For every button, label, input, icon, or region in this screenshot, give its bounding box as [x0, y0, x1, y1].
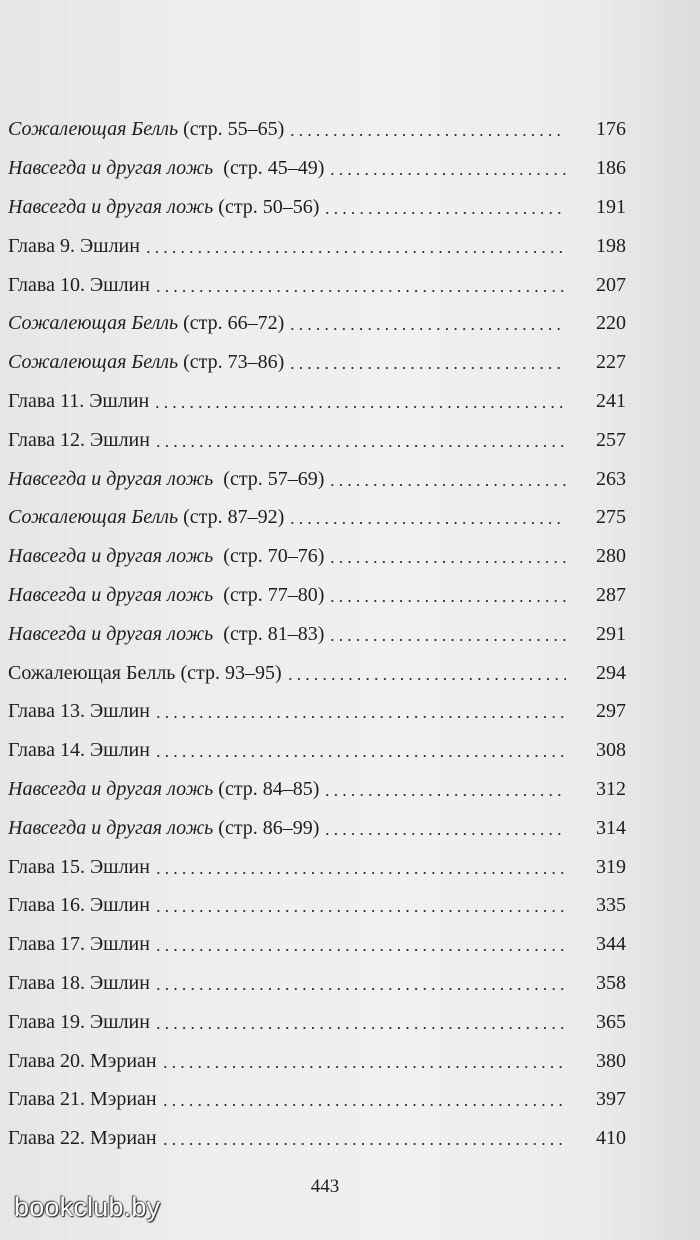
toc-entry-label	[8, 699, 150, 723]
toc-entry	[8, 1119, 626, 1158]
dot-leader	[154, 273, 566, 297]
dot-leader	[288, 117, 566, 141]
toc-entry-label	[8, 661, 282, 685]
toc-entry-page-range: (стр. 77–80)	[213, 583, 325, 606]
toc-entry-label	[8, 389, 149, 413]
toc-entry	[8, 1041, 626, 1080]
toc-entry-page-number: 186	[596, 157, 626, 180]
dot-leader	[286, 661, 566, 685]
toc-entry-title: Сожалеющая Белль	[8, 506, 179, 529]
toc-entry	[8, 808, 626, 847]
toc-entry-label	[8, 350, 284, 374]
toc-entry	[8, 420, 626, 459]
toc-entry	[8, 886, 626, 925]
toc-entry-title: Глава 22. Мэриан	[8, 1127, 157, 1150]
toc-entry-page-number: 176	[596, 118, 626, 141]
toc-entry-page-number: 312	[596, 777, 626, 800]
dot-leader	[154, 1010, 566, 1034]
toc-entry-page-number: 410	[596, 1127, 626, 1150]
dot-leader	[161, 1087, 566, 1111]
toc-entry-label	[8, 273, 150, 297]
toc-entry-page-range: (стр. 50–56)	[213, 195, 320, 218]
toc-entry-label	[8, 311, 284, 335]
toc-entry-title: Глава 19. Эшлин	[8, 1010, 150, 1033]
toc-entry-page-range: (стр. 81–83)	[213, 622, 325, 645]
toc-entry-title: Глава 10. Эшлин	[8, 273, 150, 296]
dot-leader	[154, 855, 566, 879]
dot-leader	[323, 195, 566, 219]
toc-entry-label	[8, 1049, 157, 1073]
toc-entry	[8, 188, 626, 227]
toc-entry-page-number: 308	[596, 739, 626, 762]
toc-entry-page-number: 198	[596, 234, 626, 257]
toc-entry-page-number: 287	[596, 583, 626, 606]
toc-entry-label	[8, 893, 150, 917]
toc-entry-title: Глава 16. Эшлин	[8, 894, 150, 917]
toc-entry-title: Сожалеющая Белль	[8, 351, 179, 374]
toc-entry-page-number: 241	[596, 389, 626, 412]
toc-entry-page-number: 314	[596, 816, 626, 839]
toc-entry-label	[8, 1010, 150, 1034]
toc-entry-label	[8, 777, 319, 801]
toc-entry-page-number: 227	[596, 351, 626, 374]
toc-entry-page-number: 365	[596, 1010, 626, 1033]
toc-entry	[8, 614, 626, 653]
toc-entry-title: Глава 20. Мэриан	[8, 1049, 157, 1072]
toc-entry-page-number: 220	[596, 312, 626, 335]
toc-entry-label	[8, 234, 140, 258]
toc-entry-title: Глава 15. Эшлин	[8, 855, 150, 878]
toc-entry-page-number: 380	[596, 1049, 626, 1072]
toc-entry-label	[8, 467, 324, 491]
toc-entry-page-range: (стр. 55–65)	[178, 118, 285, 141]
toc-entry-label	[8, 1087, 157, 1111]
toc-entry-title: Глава 21. Мэриан	[8, 1088, 157, 1111]
dot-leader	[328, 156, 566, 180]
toc-entry	[8, 498, 626, 537]
dot-leader	[144, 234, 566, 258]
toc-entry-label	[8, 195, 319, 219]
toc-entry-label	[8, 1126, 157, 1150]
toc-entry	[8, 731, 626, 770]
dot-leader	[154, 738, 566, 762]
toc-entry	[8, 1080, 626, 1119]
dot-leader	[323, 777, 566, 801]
toc-entry-title: Навсегда и другая ложь	[8, 157, 214, 180]
dot-leader	[323, 816, 566, 840]
toc-entry-page-number: 294	[596, 661, 626, 684]
toc-entry-page-range: (стр. 93–95)	[175, 661, 282, 684]
toc-entry-label	[8, 117, 284, 141]
toc-entry-page-number: 358	[596, 971, 626, 994]
dot-leader	[328, 467, 566, 491]
dot-leader	[288, 505, 566, 529]
toc-entry-page-range: (стр. 84–85)	[213, 777, 320, 800]
toc-entry-label	[8, 583, 324, 607]
toc-entry	[8, 149, 626, 188]
toc-entry-page-number: 344	[596, 933, 626, 956]
toc-entry	[8, 1002, 626, 1041]
toc-entry-title: Глава 9. Эшлин	[8, 234, 140, 257]
toc-entry-title: Глава 13. Эшлин	[8, 700, 150, 723]
toc-entry	[8, 226, 626, 265]
toc-entry-page-number: 319	[596, 855, 626, 878]
toc-entry-label	[8, 971, 150, 995]
toc-entry-page-range: (стр. 45–49)	[213, 157, 325, 180]
toc-entry-title: Навсегда и другая ложь	[8, 622, 214, 645]
toc-entry-page-number: 280	[596, 545, 626, 568]
toc-entry	[8, 343, 626, 382]
toc-entry	[8, 692, 626, 731]
dot-leader	[153, 389, 566, 413]
toc-entry-label	[8, 932, 150, 956]
toc-entry-label	[8, 622, 324, 646]
toc-entry-page-number: 275	[596, 506, 626, 529]
dot-leader	[288, 350, 566, 374]
dot-leader	[161, 1126, 566, 1150]
dot-leader	[154, 893, 566, 917]
toc-entry	[8, 265, 626, 304]
toc-entry-page-range: (стр. 73–86)	[178, 351, 285, 374]
dot-leader	[161, 1049, 566, 1073]
toc-entry-page-number: 191	[596, 195, 626, 218]
toc-entry-label	[8, 816, 319, 840]
toc-entry-title: Глава 18. Эшлин	[8, 971, 150, 994]
toc-entry-label	[8, 738, 150, 762]
toc-entry-title: Глава 14. Эшлин	[8, 739, 150, 762]
toc-entry	[8, 459, 626, 498]
toc-entry	[8, 382, 626, 421]
dot-leader	[288, 311, 566, 335]
toc-entry-title: Сожалеющая Белль	[8, 312, 179, 335]
toc-entry-title: Глава 11. Эшлин	[8, 389, 150, 412]
toc-entry-page-number: 291	[596, 622, 626, 645]
toc-entry-label	[8, 544, 324, 568]
toc-entry-label	[8, 428, 150, 452]
toc-entry-title: Навсегда и другая ложь	[8, 467, 214, 490]
toc-entry-page-number: 207	[596, 273, 626, 296]
toc-entry-title: Сожалеющая Белль	[8, 661, 176, 684]
toc-entry	[8, 770, 626, 809]
site-watermark: bookclub.by	[14, 1192, 161, 1222]
toc-entry	[8, 576, 626, 615]
toc-entry-title: Глава 12. Эшлин	[8, 428, 150, 451]
toc-entry-page-number: 397	[596, 1088, 626, 1111]
toc-entry-title: Навсегда и другая ложь	[8, 583, 214, 606]
dot-leader	[328, 583, 566, 607]
toc-entry-title: Навсегда и другая ложь	[8, 195, 214, 218]
toc-entry-title: Навсегда и другая ложь	[8, 545, 214, 568]
toc-entry-page-number: 257	[596, 428, 626, 451]
dot-leader	[328, 544, 566, 568]
toc-entry	[8, 110, 626, 149]
toc-entry-title: Сожалеющая Белль	[8, 118, 179, 141]
dot-leader	[154, 971, 566, 995]
toc-entry	[8, 304, 626, 343]
toc-entry	[8, 925, 626, 964]
dot-leader	[328, 622, 566, 646]
toc-entry-page-range: (стр. 86–99)	[213, 816, 320, 839]
dot-leader	[154, 699, 566, 723]
toc-entry	[8, 847, 626, 886]
toc-entry	[8, 653, 626, 692]
toc-entry-title: Навсегда и другая ложь	[8, 777, 214, 800]
table-of-contents	[8, 110, 626, 1158]
toc-entry-page-number: 297	[596, 700, 626, 723]
toc-entry-page-range: (стр. 87–92)	[178, 506, 285, 529]
toc-entry-page-range: (стр. 66–72)	[178, 312, 285, 335]
toc-entry-page-range: (стр. 70–76)	[213, 545, 325, 568]
page-number: 443	[310, 1176, 340, 1197]
toc-entry-title: Глава 17. Эшлин	[8, 933, 150, 956]
toc-entry-label	[8, 156, 324, 180]
dot-leader	[154, 428, 566, 452]
toc-entry	[8, 964, 626, 1003]
toc-entry-label	[8, 505, 284, 529]
dot-leader	[154, 932, 566, 956]
toc-entry	[8, 537, 626, 576]
toc-entry-page-number: 263	[596, 467, 626, 490]
toc-entry-page-number: 335	[596, 894, 626, 917]
toc-entry-title: Навсегда и другая ложь	[8, 816, 214, 839]
toc-entry-label	[8, 855, 150, 879]
toc-entry-page-range: (стр. 57–69)	[213, 467, 325, 490]
